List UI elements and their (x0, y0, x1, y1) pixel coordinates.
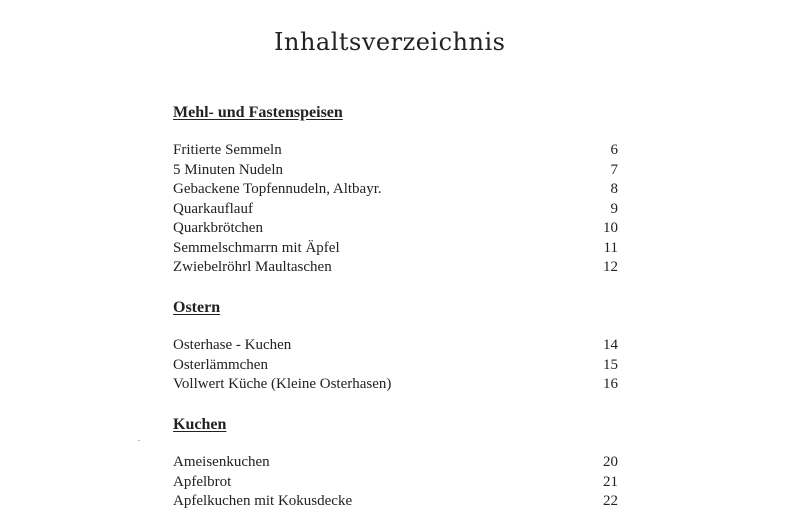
entry-list-mehl-und-fastenspeisen (173, 141, 618, 278)
entry-page-number: 21 (603, 473, 618, 490)
entry-name: Quarkauflauf (173, 200, 253, 217)
entry-page-number: 9 (610, 200, 618, 217)
entry-name: Osterlämmchen (173, 356, 268, 373)
toc-entry (173, 375, 618, 395)
toc-entry (173, 356, 618, 376)
entry-list-kuchen (173, 453, 618, 512)
section-heading-kuchen: Kuchen (173, 416, 227, 433)
entry-page-number: 11 (603, 239, 618, 256)
entry-name: Quarkbrötchen (173, 220, 263, 236)
entry-page-number: 8 (610, 181, 618, 197)
toc-entry (173, 180, 618, 200)
entry-name: Vollwert Küche (Kleine Osterhasen) (173, 376, 392, 392)
toc-entry (173, 239, 618, 259)
toc-entry (173, 473, 618, 493)
toc-entry (173, 161, 618, 181)
entry-name: Apfelkuchen mit Kokusdecke (173, 493, 353, 509)
section-heading-ostern: Ostern (173, 299, 221, 316)
entry-page-number: 10 (603, 220, 618, 236)
entry-page-number: 22 (603, 493, 618, 509)
entry-page-number: 15 (603, 356, 618, 373)
entry-name: Ameisenkuchen (173, 454, 270, 470)
entry-name: Osterhase - Kuchen (173, 337, 292, 353)
entry-name: Gebackene Topfennudeln, Altbayr. (173, 181, 382, 197)
entry-name: Fritierte Semmeln (173, 142, 282, 158)
entry-page-number: 20 (603, 454, 618, 470)
toc-entry (173, 336, 618, 356)
entry-name: Semmelschmarrn mit Äpfel (173, 239, 340, 256)
toc-entry (173, 453, 618, 473)
entry-list-ostern (173, 336, 618, 395)
entry-page-number: 16 (603, 376, 618, 392)
scan-speck (138, 440, 140, 441)
page-title: Inhaltsverzeichnis (274, 28, 506, 56)
entry-page-number: 6 (610, 142, 618, 158)
section-heading-mehl-und-fastenspeisen: Mehl- und Fastenspeisen (173, 104, 343, 121)
toc-entry (173, 141, 618, 161)
entry-name: Zwiebelröhrl Maultaschen (173, 259, 332, 275)
entry-name: Apfelbrot (173, 473, 232, 490)
entry-page-number: 14 (603, 337, 618, 353)
entry-page-number: 7 (610, 161, 618, 178)
toc-entry (173, 258, 618, 278)
entry-name: 5 Minuten Nudeln (173, 161, 283, 178)
toc-entry (173, 219, 618, 239)
toc-entry (173, 492, 618, 512)
toc-entry (173, 200, 618, 220)
entry-page-number: 12 (603, 259, 618, 275)
